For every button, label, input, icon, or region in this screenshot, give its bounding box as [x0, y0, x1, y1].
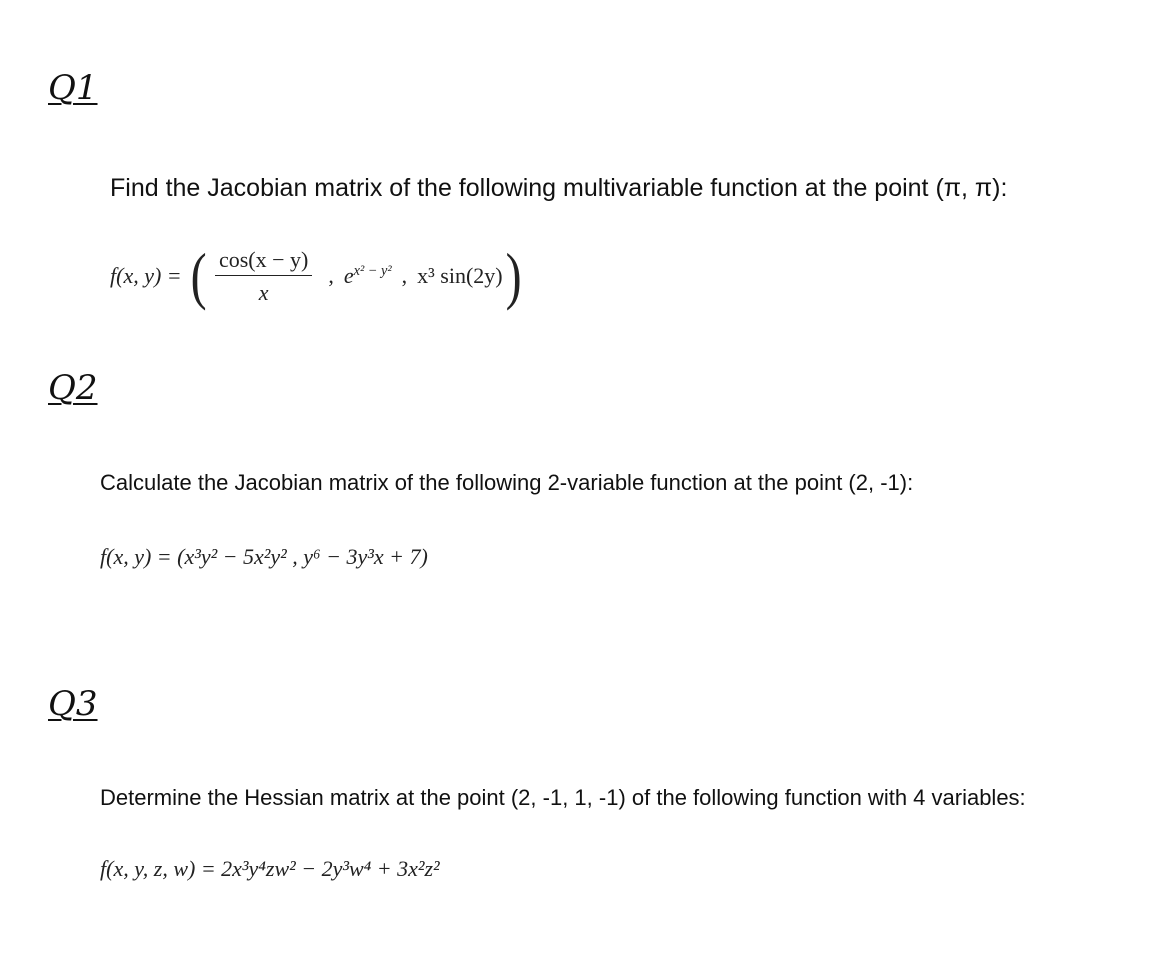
- question-formula-q1: [110, 236, 524, 316]
- question-prompt-q1: Find the Jacobian matrix of the following multivariable function at the point (π, π):: [110, 174, 1008, 202]
- question-formula-q2: f(x, y) = (x³y² − 5x²y² , y⁶ − 3y³x + 7): [100, 544, 428, 569]
- fraction-numerator: cos(x − y): [215, 247, 312, 276]
- fraction-denominator: x: [258, 279, 269, 305]
- question-prompt-q3: Determine the Hessian matrix at the point (2, -1, 1, -1) of the following function with 4 variables:: [100, 785, 1026, 810]
- formula-separator-1: ,: [328, 263, 334, 288]
- formula-component-3: x³ sin(2y): [417, 263, 503, 288]
- question-label-q2: Q2: [48, 368, 98, 408]
- formula-component-exp: [344, 263, 392, 289]
- formula-lhs: f(x, y) =: [110, 263, 182, 288]
- question-label-q1: Q1: [48, 68, 98, 108]
- formula-close-paren: ): [505, 240, 522, 312]
- question-prompt-q2: Calculate the Jacobian matrix of the following 2-variable function at the point (2, -1):: [100, 470, 914, 495]
- exp-power: x² − y²: [353, 263, 392, 280]
- formula-open-paren: (: [190, 240, 207, 312]
- formula-separator-2: ,: [401, 263, 408, 288]
- question-formula-q3: f(x, y, z, w) = 2x³y⁴zw² − 2y³w⁴ + 3x²z²: [100, 856, 440, 881]
- formula-fraction: [215, 247, 312, 306]
- exp-base: e: [343, 263, 354, 288]
- question-label-q3: Q3: [48, 684, 98, 724]
